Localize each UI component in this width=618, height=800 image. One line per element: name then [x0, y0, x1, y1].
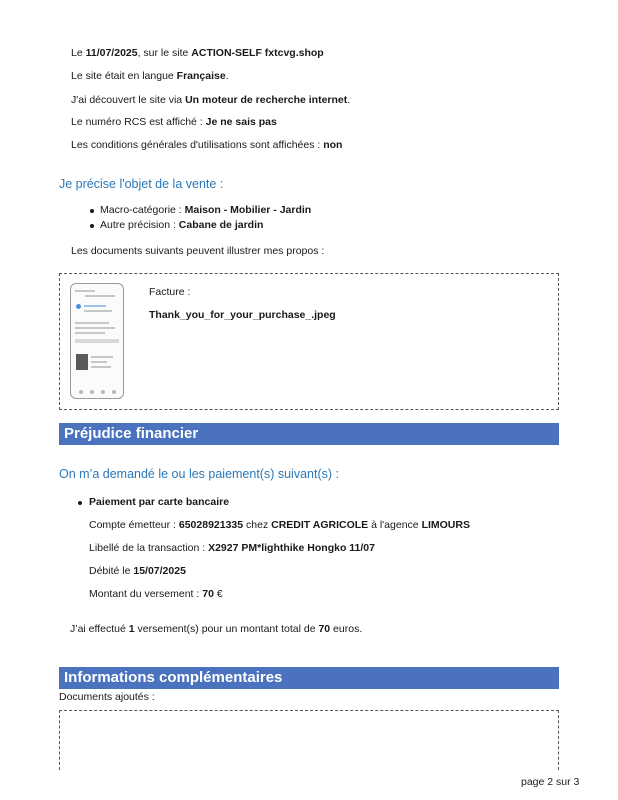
text: , sur le site: [137, 47, 192, 59]
text: Le site était en langue: [71, 70, 177, 82]
complement-banner: Informations complémentaires: [59, 667, 559, 689]
text: Macro-catégorie :: [100, 204, 185, 216]
text: Libellé de la transaction :: [89, 542, 209, 554]
amount-value: 70: [202, 588, 214, 600]
text: Débité le: [89, 565, 134, 577]
cgu-value: non: [323, 139, 343, 151]
category-value: Maison - Mobilier - Jardin: [184, 204, 312, 216]
site-name: ACTION-SELF fxtcvg.shop: [191, 47, 324, 59]
bullet: [90, 224, 94, 228]
document-thumbnail[interactable]: [70, 283, 124, 399]
site-language: Française: [176, 70, 226, 82]
document-filename[interactable]: Thank_you_for_your_purchase_.jpeg: [149, 309, 336, 321]
total-amount: 70: [318, 623, 331, 635]
text: Compte émetteur :: [89, 519, 179, 531]
debit-date: 15/07/2025: [133, 565, 186, 577]
text: chez: [243, 519, 272, 531]
agency-name: LIMOURS: [421, 519, 470, 531]
document-box: [59, 273, 559, 410]
payments-heading: On m’a demandé le ou les paiement(s) suivant(s) :: [59, 467, 339, 481]
text: Le: [71, 47, 86, 59]
text: J’ai effectué: [70, 623, 129, 635]
transaction-label: X2927 PM*lighthike Hongko 11/07: [208, 542, 375, 554]
account-line: [89, 519, 470, 531]
text: €: [213, 588, 223, 600]
text: Le numéro RCS est affiché :: [71, 116, 206, 128]
rcs-line: [71, 116, 277, 128]
text: Autre précision :: [100, 219, 179, 231]
text: .: [347, 94, 351, 106]
discovery-source: Un moteur de recherche internet: [185, 94, 348, 106]
rcs-value: Je ne sais pas: [205, 116, 277, 128]
text: à l'agence: [368, 519, 422, 531]
text: versement(s) pour un montant total de: [134, 623, 319, 635]
total-line: [70, 623, 362, 635]
text: Montant du versement :: [89, 588, 203, 600]
prejudice-banner: Préjudice financier: [59, 423, 559, 445]
payment-method: Paiement par carte bancaire: [89, 496, 230, 508]
docs-added-label: Documents ajoutés :: [59, 691, 155, 703]
sale-heading: Je précise l'objet de la vente :: [59, 177, 224, 191]
language-line: [71, 70, 229, 82]
page-number: page 2 sur 3: [521, 776, 580, 788]
amount-line: [89, 588, 223, 600]
text: J'ai découvert le site via: [71, 94, 186, 106]
precision-value: Cabane de jardin: [178, 219, 264, 231]
debit-line: [89, 565, 186, 577]
text: euros.: [330, 623, 363, 635]
transaction-line: [89, 542, 375, 554]
bullet: [90, 209, 94, 213]
docs-intro: Les documents suivants peuvent illustrer mes propos :: [71, 245, 325, 257]
text: Les conditions générales d'utilisations sont affichées :: [71, 139, 324, 151]
visit-date: 11/07/2025: [85, 47, 138, 59]
site-line: [71, 47, 324, 59]
document-type: Facture :: [149, 286, 191, 298]
payment-count: 1: [128, 623, 135, 635]
account-number: 65028921335: [178, 519, 244, 531]
discovery-line: [71, 94, 350, 106]
bullet: [78, 501, 82, 505]
text: .: [225, 70, 229, 82]
sale-item-category: [100, 204, 311, 216]
cgu-line: [71, 139, 342, 151]
bank-name: CREDIT AGRICOLE: [271, 519, 369, 531]
sale-item-precision: [100, 219, 263, 231]
added-documents-box: [59, 710, 559, 770]
